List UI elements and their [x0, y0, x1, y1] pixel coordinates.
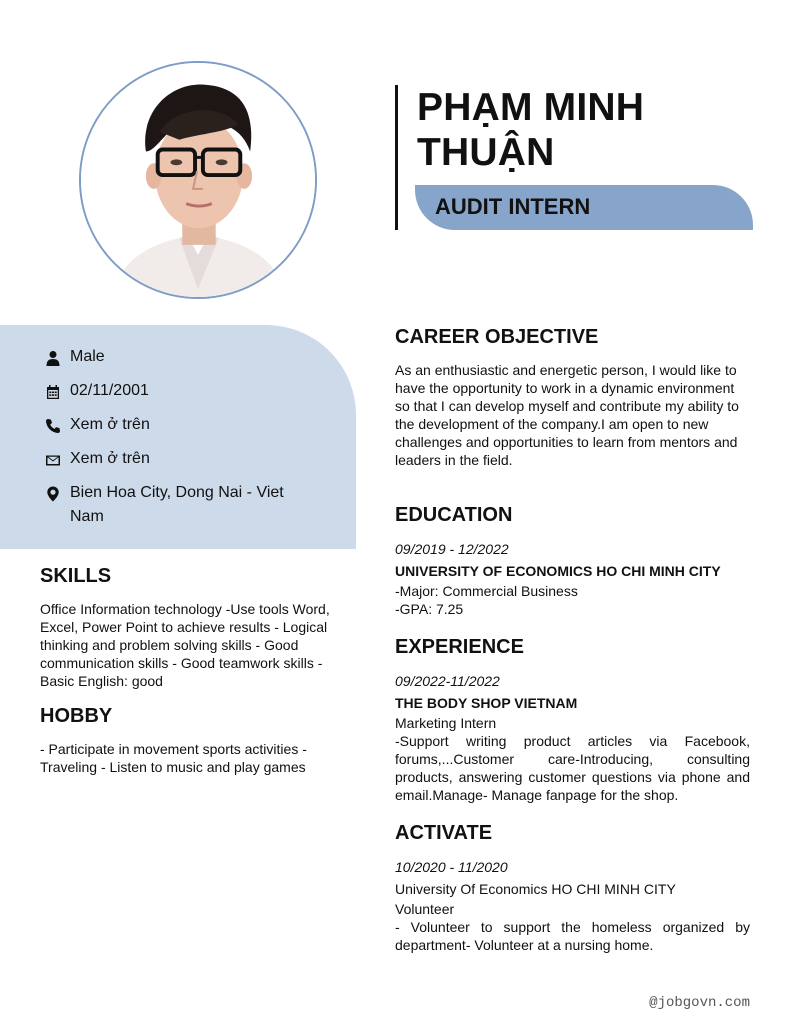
calendar-icon — [44, 383, 61, 400]
phone-icon — [44, 417, 61, 434]
hobby-section — [40, 705, 340, 776]
watermark: @jobgovn.com — [649, 995, 750, 1011]
person-icon — [44, 349, 61, 366]
experience-heading: EXPERIENCE — [395, 636, 524, 658]
skills-heading: SKILLS — [40, 565, 112, 587]
education-date: 09/2019 - 12/2022 — [395, 541, 509, 557]
education-section — [395, 504, 750, 618]
job-title-banner — [415, 185, 753, 230]
skills-section — [40, 565, 340, 690]
hobby-heading: HOBBY — [40, 705, 113, 727]
education-gpa: -GPA: 7.25 — [395, 601, 464, 617]
info-email — [44, 450, 290, 471]
experience-company: THE BODY SHOP VIETNAM — [395, 695, 578, 711]
experience-section — [395, 636, 750, 804]
avatar-portrait — [81, 63, 315, 297]
career-objective-text: As an enthusiastic and energetic person, I would like to have the opportunity to work in a dynamic environment so that I can develop myself and contribute my ability to the development of the company.I am open to new challenges and opportunities to learn from mentors and leaders in the field. — [395, 362, 739, 468]
phone-value[interactable]: Xem ở trên — [70, 416, 150, 433]
education-heading: EDUCATION — [395, 504, 513, 526]
address-value: Bien Hoa City, Dong Nai - Viet Nam — [70, 484, 284, 525]
skills-text: Office Information technology -Use tools Word, Excel, Power Point to achieve results - Logical thinking and problem solving skills - Good communication skills - Good teamwork skills - Basic English: good — [40, 601, 330, 689]
profile-photo — [79, 61, 317, 299]
name-block — [395, 85, 755, 230]
activity-description: - Volunteer to support the homeless organized by department- Volunteer at a nursing home. — [395, 919, 750, 953]
birthdate-value: 02/11/2001 — [70, 382, 149, 399]
career-objective-heading: CAREER OBJECTIVE — [395, 326, 599, 348]
full-name — [417, 85, 644, 175]
name-line-2: THUẬN — [417, 131, 555, 174]
email-icon — [44, 451, 61, 468]
gender-value: Male — [70, 348, 105, 365]
info-address — [44, 484, 290, 529]
experience-description: -Support writing product articles via Facebook, forums,...Customer care-Introducing, consulting products, answering customer questions via phone and email.Manage- Manage fanpage for the shop. — [395, 733, 750, 803]
name-line-1: PHẠM MINH — [417, 86, 645, 129]
info-phone — [44, 416, 290, 437]
experience-date: 09/2022-11/2022 — [395, 673, 500, 689]
info-gender — [44, 348, 290, 369]
career-objective-section — [395, 326, 750, 469]
experience-position: Marketing Intern — [395, 715, 497, 731]
job-title: AUDIT INTERN — [435, 194, 591, 219]
activity-section — [395, 822, 750, 954]
activity-date: 10/2020 - 11/2020 — [395, 859, 508, 875]
activity-heading: ACTIVATE — [395, 822, 493, 844]
education-major: -Major: Commercial Business — [395, 583, 578, 599]
hobby-text: - Participate in movement sports activities - Traveling - Listen to music and play games — [40, 741, 307, 775]
info-birthdate — [44, 382, 290, 403]
location-pin-icon — [44, 485, 61, 502]
education-school: UNIVERSITY OF ECONOMICS HO CHI MINH CITY — [395, 563, 721, 579]
email-value[interactable]: Xem ở trên — [70, 450, 150, 467]
activity-role: Volunteer — [395, 901, 455, 917]
activity-organization: University Of Economics HO CHI MINH CITY — [395, 881, 676, 897]
